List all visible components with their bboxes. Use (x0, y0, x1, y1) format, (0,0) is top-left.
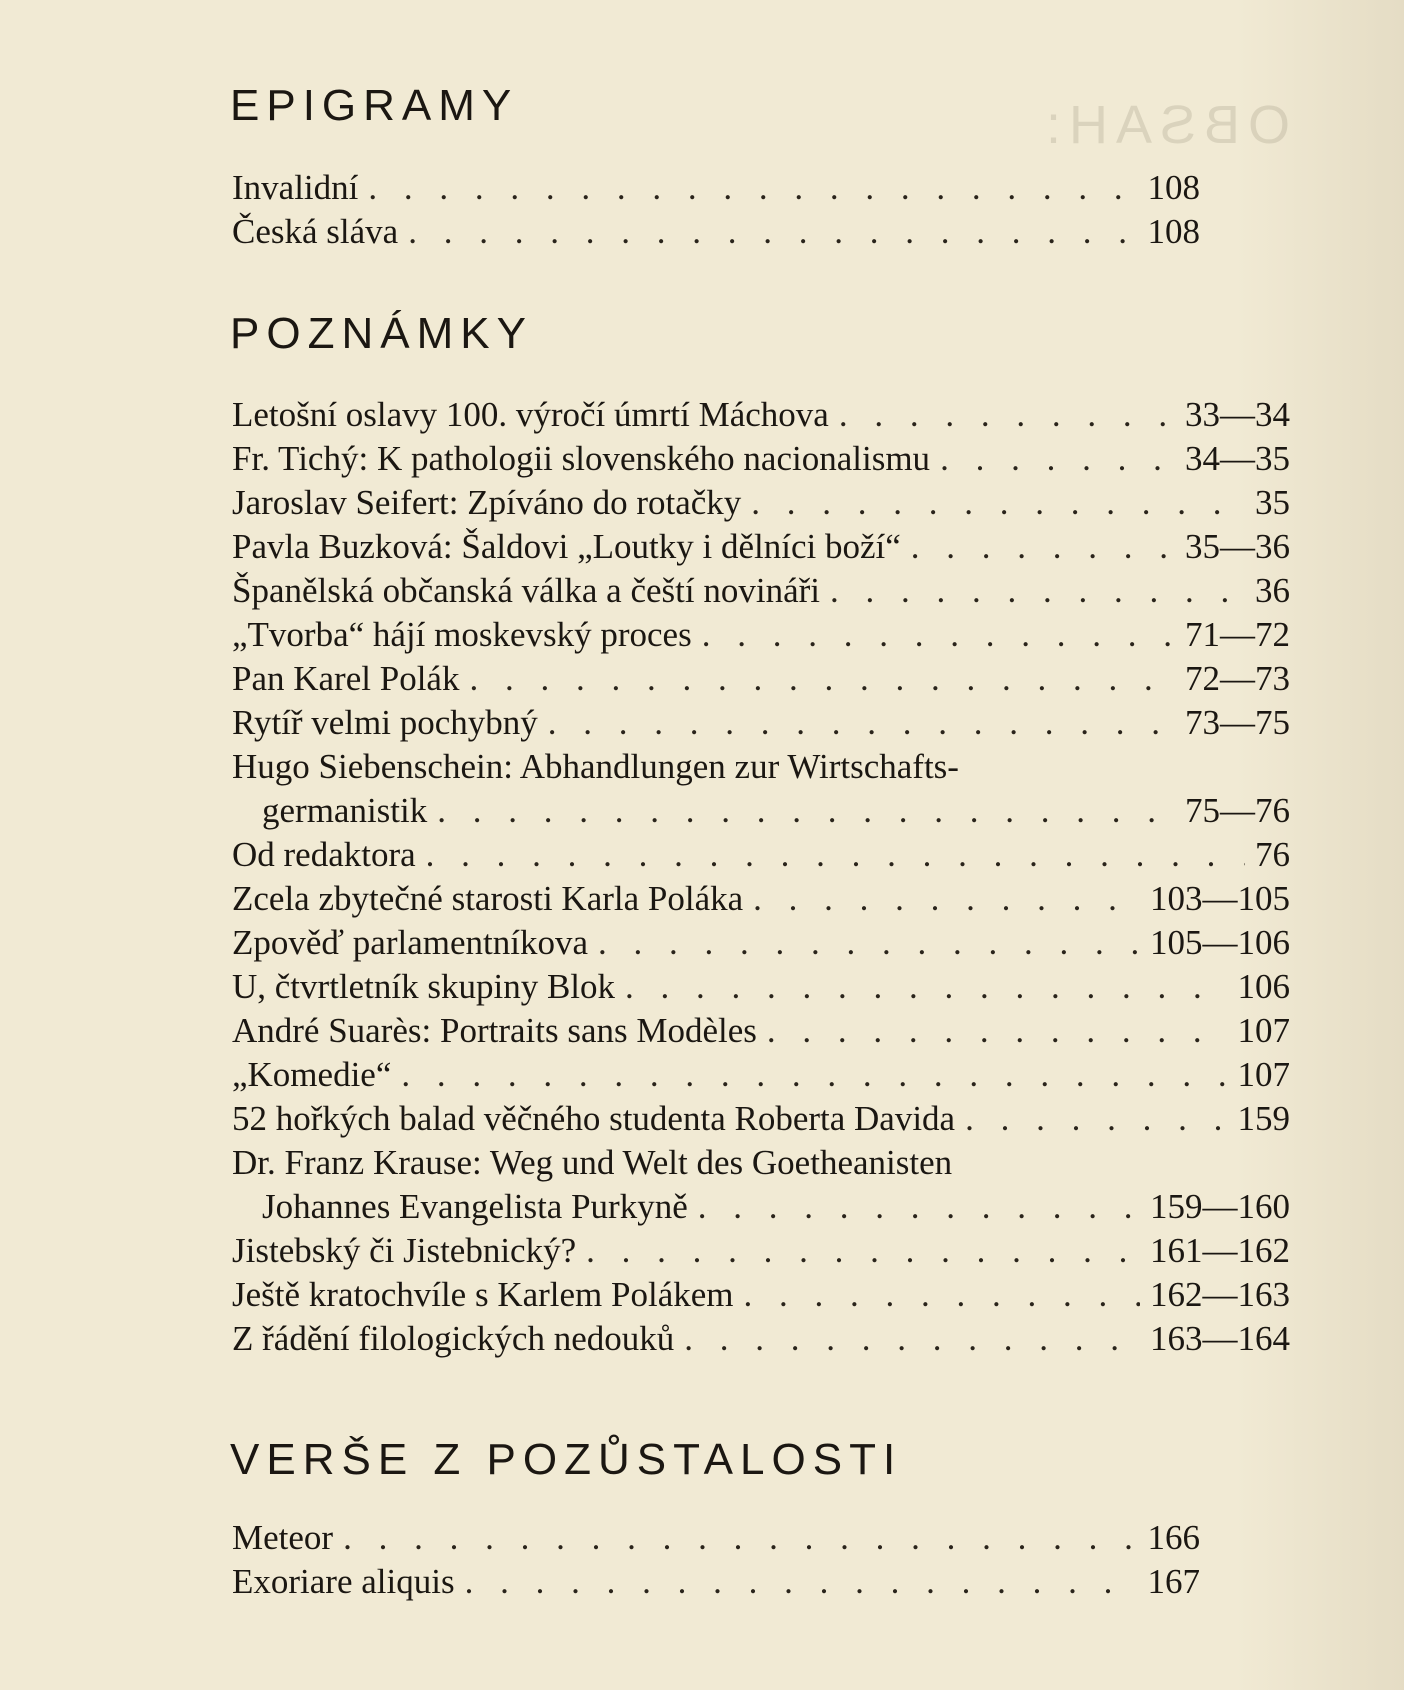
entry-page: 33—34 (1185, 395, 1290, 434)
toc-entry (232, 921, 1290, 965)
section-heading-poznamky: POZNÁMKY (230, 309, 533, 358)
dot-leader (426, 833, 1245, 877)
entry-page: 159 (1237, 1099, 1290, 1138)
dot-leader (911, 525, 1175, 569)
dot-leader (343, 1516, 1137, 1560)
toc-entry (232, 1229, 1290, 1273)
entry-title: Johannes Evangelista Purkyně (262, 1187, 688, 1226)
show-through-text: OBSAH: (1037, 95, 1290, 155)
entry-title: Rytíř velmi pochybný (232, 703, 538, 742)
toc-entry (232, 481, 1290, 525)
toc-entry (232, 1009, 1290, 1053)
entry-page: 34—35 (1185, 439, 1290, 478)
entry-title: Dr. Franz Krause: Weg und Welt des Goetheanisten (232, 1143, 953, 1182)
toc-entry (232, 166, 1200, 210)
dot-leader (437, 789, 1175, 833)
entry-title: Česká sláva (232, 212, 399, 251)
entry-title: 52 hořkých balad věčného studenta Roberta Davida (232, 1099, 956, 1138)
entry-title: André Suarès: Portraits sans Modèles (232, 1011, 757, 1050)
dot-leader (830, 569, 1245, 613)
toc-list-poznamky (232, 393, 1290, 1361)
entry-page: 76 (1255, 835, 1290, 874)
entry-page: 72—73 (1185, 659, 1290, 698)
entry-page: 159—160 (1150, 1187, 1290, 1226)
entry-page: 163—164 (1150, 1319, 1290, 1358)
section-heading-epigramy: EPIGRAMY (230, 81, 519, 130)
dot-leader (368, 166, 1137, 210)
entry-title: U, čtvrtletník skupiny Blok (232, 967, 616, 1006)
entry-page: 107 (1237, 1011, 1290, 1050)
dot-leader (698, 1185, 1140, 1229)
toc-entry (232, 613, 1290, 657)
toc-entry (232, 701, 1290, 745)
section-heading-verse: VERŠE Z POZŮSTALOSTI (230, 1435, 903, 1484)
entry-page: 167 (1147, 1562, 1200, 1601)
dot-leader (839, 393, 1175, 437)
dot-leader (548, 701, 1175, 745)
toc-entry (232, 745, 1290, 789)
entry-page: 108 (1147, 212, 1200, 251)
dot-leader (469, 657, 1175, 701)
dot-leader (625, 965, 1227, 1009)
toc-entry (232, 1185, 1290, 1229)
toc-entry (232, 525, 1290, 569)
entry-title: „Komedie“ (232, 1055, 392, 1094)
entry-title: Meteor (232, 1518, 334, 1557)
dot-leader (465, 1560, 1138, 1604)
toc-entry (232, 1141, 1290, 1185)
dot-leader (767, 1009, 1228, 1053)
toc-entry (232, 1317, 1290, 1361)
toc-entry (232, 210, 1200, 254)
toc-entry (232, 1273, 1290, 1317)
dot-leader (408, 210, 1137, 254)
entry-title: germanistik (262, 791, 428, 830)
entry-title: Zcela zbytečné starosti Karla Poláka (232, 879, 744, 918)
entry-page: 105—106 (1150, 923, 1290, 962)
toc-entry (232, 569, 1290, 613)
dot-leader (586, 1229, 1140, 1273)
entry-page: 106 (1237, 967, 1290, 1006)
toc-entry (232, 393, 1290, 437)
dot-leader (702, 613, 1175, 657)
entry-page: 75—76 (1185, 791, 1290, 830)
entry-page: 162—163 (1150, 1275, 1290, 1314)
entry-title: Jaroslav Seifert: Zpíváno do rotačky (232, 483, 742, 522)
dot-leader (753, 877, 1140, 921)
entry-page: 71—72 (1185, 615, 1290, 654)
entry-title: Pavla Buzková: Šaldovi „Loutky i dělníci boží“ (232, 527, 901, 566)
dot-leader (940, 437, 1175, 481)
dot-leader (744, 1273, 1140, 1317)
entry-title: „Tvorba“ hájí moskevský proces (232, 615, 692, 654)
toc-entry (232, 437, 1290, 481)
toc-entry (232, 1053, 1290, 1097)
toc-entry (232, 1097, 1290, 1141)
entry-title: Zpověď parlamentníkova (232, 923, 588, 962)
entry-page: 35 (1255, 483, 1290, 522)
entry-page: 103—105 (1150, 879, 1290, 918)
entry-title: Z řádění filologických nedouků (232, 1319, 675, 1358)
toc-entry (232, 789, 1290, 833)
entry-title: Letošní oslavy 100. výročí úmrtí Máchova (232, 395, 829, 434)
toc-entry (232, 1560, 1200, 1604)
entry-page: 107 (1237, 1055, 1290, 1094)
entry-title: Jistebský či Jistebnický? (232, 1231, 577, 1270)
entry-page: 73—75 (1185, 703, 1290, 742)
dot-leader (751, 481, 1245, 525)
toc-entry (232, 657, 1290, 701)
entry-page: 35—36 (1185, 527, 1290, 566)
entry-title: Exoriare aliquis (232, 1562, 455, 1601)
entry-title: Hugo Siebenschein: Abhandlungen zur Wirtschafts- (232, 747, 959, 786)
entry-title: Invalidní (232, 168, 359, 207)
toc-entry (232, 1516, 1200, 1560)
toc-list-epigramy (232, 166, 1200, 254)
dot-leader (965, 1097, 1227, 1141)
dot-leader (684, 1317, 1140, 1361)
entry-title: Pan Karel Polák (232, 659, 460, 698)
entry-title: Ještě kratochvíle s Karlem Polákem (232, 1275, 734, 1314)
entry-page: 108 (1147, 168, 1200, 207)
dot-leader (401, 1053, 1227, 1097)
toc-list-verse (232, 1516, 1200, 1604)
entry-page: 161—162 (1150, 1231, 1290, 1270)
entry-title: Španělská občanská válka a čeští novináři (232, 571, 820, 610)
entry-page: 166 (1147, 1518, 1200, 1557)
entry-title: Fr. Tichý: K pathologii slovenského nacionalismu (232, 439, 931, 478)
toc-entry (232, 965, 1290, 1009)
dot-leader (598, 921, 1140, 965)
entry-page: 36 (1255, 571, 1290, 610)
toc-entry (232, 833, 1290, 877)
entry-title: Od redaktora (232, 835, 416, 874)
toc-entry (232, 877, 1290, 921)
